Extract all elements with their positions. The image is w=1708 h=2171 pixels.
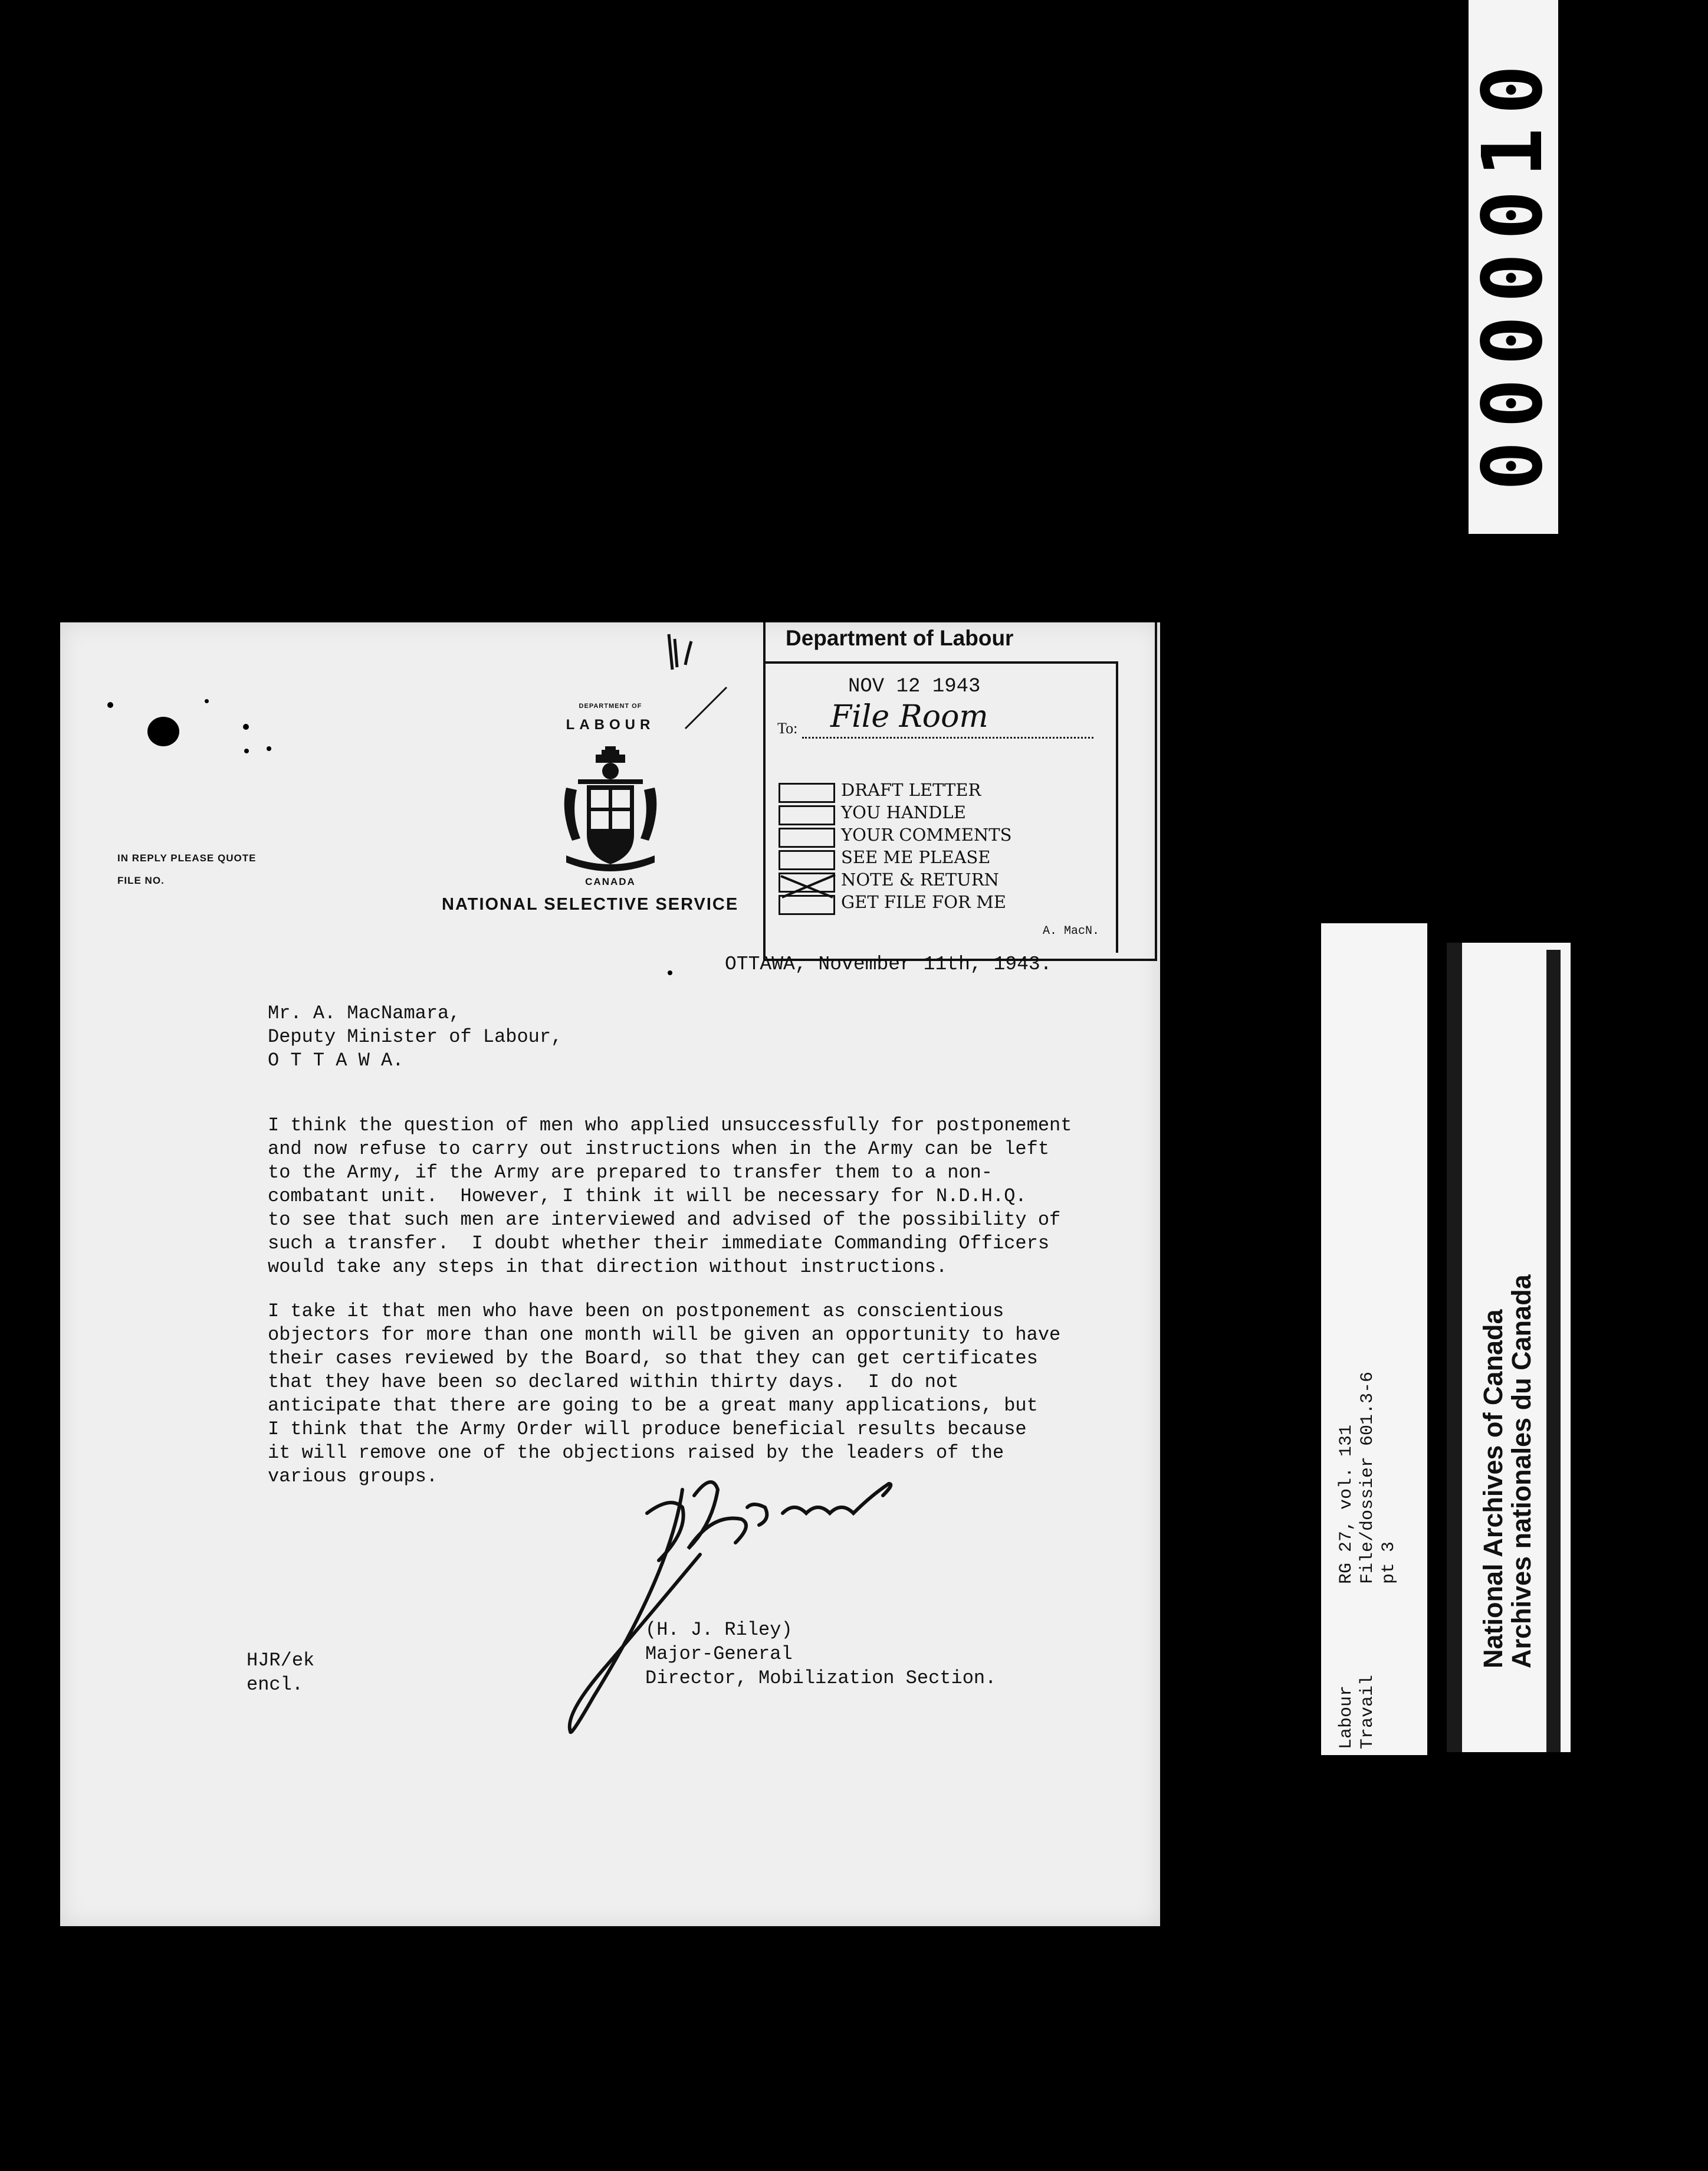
- stamp-footer: A. MacN.: [1043, 924, 1100, 938]
- stamp-option-label: SEE ME PLEASE: [841, 847, 991, 867]
- archive-reference-text: RG 27, vol. 131 File/dossier 601.3-6 pt 3: [1336, 1371, 1399, 1584]
- recipient-name: Mr. A. MacNamara,: [268, 1002, 461, 1024]
- archive-subject-text: Labour Travail: [1336, 1674, 1378, 1749]
- reply-quote-label: IN REPLY PLEASE QUOTE: [117, 852, 257, 864]
- stamp-checkbox: [779, 850, 835, 870]
- enclosure-note: encl.: [247, 1674, 304, 1696]
- ink-speck: [267, 746, 271, 751]
- label-edge-bar: [1546, 950, 1561, 1752]
- stamp-option-label: YOUR COMMENTS: [841, 825, 1012, 845]
- archives-institution-text: National Archives of Canada Archives nationales du Canada: [1478, 1274, 1536, 1668]
- signatory-rank: Major-General: [645, 1643, 793, 1665]
- ink-speck: [107, 702, 113, 708]
- stamp-option-label: DRAFT LETTER: [841, 780, 981, 800]
- stamp-to-value: File Room: [830, 699, 988, 734]
- stamp-date: NOV 12 1943: [848, 675, 981, 698]
- recipient-title: Deputy Minister of Labour,: [268, 1026, 563, 1048]
- routing-stamp: [763, 622, 1157, 961]
- letterhead-country: CANADA: [585, 876, 636, 887]
- stamp-option-label: NOTE & RETURN: [841, 870, 999, 890]
- ink-speck: [205, 699, 209, 703]
- coat-of-arms-emblem: [554, 746, 666, 873]
- handwritten-signature: [547, 1472, 995, 1743]
- stamp-to-label: To:: [777, 720, 798, 737]
- stamp-check-mark: [779, 874, 837, 900]
- ink-speck: [668, 970, 672, 975]
- service-heading: NATIONAL SELECTIVE SERVICE: [442, 895, 739, 914]
- stamp-option-label: GET FILE FOR ME: [841, 892, 1006, 912]
- archive-reference-label: [1321, 923, 1427, 1755]
- stamp-title: Department of Labour: [786, 626, 1014, 650]
- signatory-name: (H. J. Riley): [645, 1619, 793, 1641]
- letterhead-department: LABOUR: [566, 717, 655, 733]
- ink-blot: [147, 717, 179, 746]
- signatory-title: Director, Mobilization Section.: [645, 1667, 997, 1689]
- file-number-label: FILE NO.: [117, 875, 165, 886]
- stamp-checkbox: [779, 828, 835, 848]
- frame-counter: 0000010: [1465, 52, 1561, 491]
- frame-counter-strip: [1465, 0, 1561, 534]
- letter-paragraph-1: I think the question of men who applied unsuccessfully for postponement and now refuse to carry out instructions when in the Army can be left to the Army, if the Army are prepared to transfer them to a non- combatant unit. However, I think it will be necessary for N.D.H.Q. to see that such men are interviewed and advised of the possibility of such a transfer. I doubt whether their immediate Commanding Officers would take any steps in that direction without instructions.: [268, 1114, 1072, 1278]
- letter-paragraph-2: I take it that men who have been on postponement as conscientious objectors for more than one month will be given an opportunity to have their cases reviewed by the Board, so that they can get certificates that they have been so declared within thirty days. I do not anticipate that there are going to be a great many applications, but I think that the Army Order will produce beneficial results because it will remove one of the objections raised by the leaders of the various groups.: [268, 1300, 1061, 1487]
- stamp-option-label: YOU HANDLE: [841, 802, 966, 822]
- recipient-city: O T T A W A.: [268, 1050, 404, 1071]
- pen-mark: [650, 622, 768, 740]
- label-edge-bar: [1447, 943, 1462, 1752]
- stamp-body: [766, 661, 1118, 953]
- letter-dateline: OTTAWA, November 11th, 1943.: [725, 953, 1052, 975]
- stamp-checkbox: [779, 783, 835, 803]
- reference-initials: HJR/ek: [247, 1649, 315, 1671]
- letter-page: [60, 622, 1160, 1926]
- letterhead-department-small: DEPARTMENT OF: [579, 703, 642, 710]
- ink-speck: [243, 724, 249, 730]
- ink-speck: [244, 749, 249, 753]
- stamp-checkbox: [779, 805, 835, 825]
- stamp-to-line: [802, 737, 1093, 739]
